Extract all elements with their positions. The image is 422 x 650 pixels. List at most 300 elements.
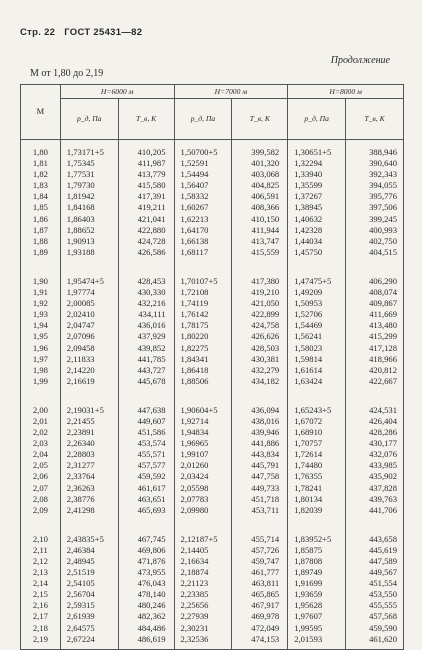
mach-value: 2,16 bbox=[21, 600, 61, 611]
temperature-7000: 404,825 bbox=[232, 180, 288, 191]
temperature-8000: 443,658 bbox=[346, 534, 404, 545]
temperature-7000: 459,747 bbox=[232, 556, 288, 567]
pressure-7000: 1,54494 bbox=[174, 169, 232, 180]
pressure-7000: 2,32536 bbox=[174, 634, 232, 650]
pressure-7000: 1,99107 bbox=[174, 449, 232, 460]
spacer-cell bbox=[232, 258, 288, 276]
mach-value: 1,96 bbox=[21, 343, 61, 354]
group-header-7000: H=7000 м bbox=[174, 85, 288, 99]
mach-value: 1,86 bbox=[21, 214, 61, 225]
pressure-7000: 2,07783 bbox=[174, 494, 232, 505]
spacer-cell bbox=[118, 516, 174, 534]
pressure-8000: 1,67072 bbox=[288, 416, 346, 427]
temperature-6000: 437,929 bbox=[118, 331, 174, 342]
temperature-7000: 463,811 bbox=[232, 578, 288, 589]
standard-code: ГОСТ 25431—82 bbox=[64, 27, 143, 38]
pressure-6000: 2,64575 bbox=[60, 623, 118, 634]
table-row bbox=[21, 320, 404, 331]
mach-value: 1,97 bbox=[21, 354, 61, 365]
pressure-6000: 2,59315 bbox=[60, 600, 118, 611]
temperature-6000: 422,880 bbox=[118, 225, 174, 236]
temperature-8000: 433,985 bbox=[346, 460, 404, 471]
mach-value: 2,00 bbox=[21, 405, 61, 416]
pressure-6000: 2,00085 bbox=[60, 298, 118, 309]
pressure-8000: 1,76355 bbox=[288, 471, 346, 482]
pressure-8000: 1,70757 bbox=[288, 438, 346, 449]
pressure-8000: 1,37267 bbox=[288, 191, 346, 202]
pressure-6000: 2,23891 bbox=[60, 427, 118, 438]
temperature-8000: 409,867 bbox=[346, 298, 404, 309]
temperature-8000: 415,299 bbox=[346, 331, 404, 342]
temperature-6000: 447,638 bbox=[118, 405, 174, 416]
temperature-7000: 447,758 bbox=[232, 471, 288, 482]
spacer-cell bbox=[288, 387, 346, 405]
pressure-6000: 2,09458 bbox=[60, 343, 118, 354]
table-row bbox=[21, 589, 404, 600]
pressure-6000: 1,75345 bbox=[60, 158, 118, 169]
spacer-cell bbox=[288, 516, 346, 534]
temperature-7000: 415,559 bbox=[232, 247, 288, 258]
pressure-8000: 1,38945 bbox=[288, 202, 346, 213]
temperature-7000: 441,886 bbox=[232, 438, 288, 449]
temperature-6000: 469,806 bbox=[118, 545, 174, 556]
group-header-6000: H=6000 м bbox=[60, 85, 174, 99]
temperature-6000: 457,577 bbox=[118, 460, 174, 471]
pressure-7000: 1,80220 bbox=[174, 331, 232, 342]
pressure-7000: 1,76142 bbox=[174, 309, 232, 320]
pressure-8000: 1,45750 bbox=[288, 247, 346, 258]
pressure-8000: 1,33940 bbox=[288, 169, 346, 180]
pressure-6000: 1,86403 bbox=[60, 214, 118, 225]
table-row bbox=[21, 247, 404, 258]
temperature-6000: 434,111 bbox=[118, 309, 174, 320]
temperature-8000: 453,550 bbox=[346, 589, 404, 600]
pressure-6000: 1,97774 bbox=[60, 287, 118, 298]
temperature-6000: 451,586 bbox=[118, 427, 174, 438]
pressure-8000: 1,74480 bbox=[288, 460, 346, 471]
mach-value: 2,19 bbox=[21, 634, 61, 650]
pressure-7000: 2,12187+5 bbox=[174, 534, 232, 545]
pressure-6000: 1,73171+5 bbox=[60, 147, 118, 158]
pressure-7000: 2,18874 bbox=[174, 567, 232, 578]
pressure-7000: 1,50700+5 bbox=[174, 147, 232, 158]
pressure-8000: 1,52706 bbox=[288, 309, 346, 320]
pressure-8000: 1,44034 bbox=[288, 236, 346, 247]
table-row bbox=[21, 180, 404, 191]
pressure-6000: 2,67224 bbox=[60, 634, 118, 650]
column-header-temperature: T_в, К bbox=[118, 99, 174, 140]
temperature-7000: 461,777 bbox=[232, 567, 288, 578]
pressure-7000: 2,01260 bbox=[174, 460, 232, 471]
table-row bbox=[21, 236, 404, 247]
pressure-7000: 1,78175 bbox=[174, 320, 232, 331]
table-row bbox=[21, 534, 404, 545]
table-row bbox=[21, 438, 404, 449]
pressure-6000: 2,21455 bbox=[60, 416, 118, 427]
pressure-8000: 1,82039 bbox=[288, 505, 346, 516]
temperature-8000: 390,640 bbox=[346, 158, 404, 169]
spacer-cell bbox=[232, 140, 288, 148]
temperature-7000: 439,946 bbox=[232, 427, 288, 438]
pressure-8000: 1,85875 bbox=[288, 545, 346, 556]
spacer-cell bbox=[118, 258, 174, 276]
mach-value: 1,95 bbox=[21, 331, 61, 342]
pressure-8000: 1,42328 bbox=[288, 225, 346, 236]
table-row bbox=[21, 343, 404, 354]
table-row bbox=[21, 214, 404, 225]
table-row bbox=[21, 483, 404, 494]
temperature-6000: 426,586 bbox=[118, 247, 174, 258]
temperature-6000: 461,617 bbox=[118, 483, 174, 494]
table-row bbox=[21, 545, 404, 556]
pressure-8000: 1,72614 bbox=[288, 449, 346, 460]
temperature-8000: 408,074 bbox=[346, 287, 404, 298]
spacer-cell bbox=[118, 387, 174, 405]
mach-value: 2,11 bbox=[21, 545, 61, 556]
pressure-7000: 1,88506 bbox=[174, 376, 232, 387]
pressure-6000: 2,07096 bbox=[60, 331, 118, 342]
pressure-7000: 1,72108 bbox=[174, 287, 232, 298]
temperature-7000: 436,094 bbox=[232, 405, 288, 416]
temperature-7000: 417,380 bbox=[232, 276, 288, 287]
temperature-7000: 406,591 bbox=[232, 191, 288, 202]
mach-value: 2,01 bbox=[21, 416, 61, 427]
pressure-7000: 1,58332 bbox=[174, 191, 232, 202]
temperature-6000: 424,728 bbox=[118, 236, 174, 247]
spacer-cell bbox=[21, 516, 61, 534]
mach-value: 1,83 bbox=[21, 180, 61, 191]
temperature-8000: 399,245 bbox=[346, 214, 404, 225]
pressure-6000: 2,38776 bbox=[60, 494, 118, 505]
mach-value: 1,87 bbox=[21, 225, 61, 236]
pressure-6000: 1,79730 bbox=[60, 180, 118, 191]
pressure-7000: 1,84341 bbox=[174, 354, 232, 365]
block-spacer bbox=[21, 516, 404, 534]
temperature-8000: 432,076 bbox=[346, 449, 404, 460]
pressure-8000: 1,95628 bbox=[288, 600, 346, 611]
pressure-7000: 2,14405 bbox=[174, 545, 232, 556]
table-row bbox=[21, 376, 404, 387]
table-row bbox=[21, 611, 404, 622]
temperature-8000: 406,290 bbox=[346, 276, 404, 287]
temperature-6000: 459,592 bbox=[118, 471, 174, 482]
table-row bbox=[21, 158, 404, 169]
pressure-6000: 1,84168 bbox=[60, 202, 118, 213]
mach-value: 1,91 bbox=[21, 287, 61, 298]
temperature-7000: 432,279 bbox=[232, 365, 288, 376]
table-row bbox=[21, 147, 404, 158]
temperature-7000: 474,153 bbox=[232, 634, 288, 650]
temperature-6000: 455,571 bbox=[118, 449, 174, 460]
temperature-8000: 426,404 bbox=[346, 416, 404, 427]
mach-value: 1,89 bbox=[21, 247, 61, 258]
mach-value: 2,09 bbox=[21, 505, 61, 516]
mach-value: 1,99 bbox=[21, 376, 61, 387]
pressure-6000: 2,26340 bbox=[60, 438, 118, 449]
temperature-6000: 484,486 bbox=[118, 623, 174, 634]
spacer-cell bbox=[60, 140, 118, 148]
spacer-cell bbox=[288, 140, 346, 148]
temperature-7000: 428,503 bbox=[232, 343, 288, 354]
temperature-6000: 417,391 bbox=[118, 191, 174, 202]
page-header bbox=[20, 27, 148, 38]
temperature-8000: 435,902 bbox=[346, 471, 404, 482]
pressure-8000: 1,49209 bbox=[288, 287, 346, 298]
table-row bbox=[21, 416, 404, 427]
pressure-7000: 1,52591 bbox=[174, 158, 232, 169]
temperature-8000: 392,343 bbox=[346, 169, 404, 180]
pressure-6000: 2,61939 bbox=[60, 611, 118, 622]
temperature-7000: 424,758 bbox=[232, 320, 288, 331]
temperature-7000: 451,718 bbox=[232, 494, 288, 505]
temperature-6000: 415,580 bbox=[118, 180, 174, 191]
pressure-8000: 1,97607 bbox=[288, 611, 346, 622]
temperature-8000: 400,993 bbox=[346, 225, 404, 236]
pressure-6000: 2,28803 bbox=[60, 449, 118, 460]
mach-value: 1,80 bbox=[21, 147, 61, 158]
pressure-8000: 1,54469 bbox=[288, 320, 346, 331]
temperature-7000: 421,050 bbox=[232, 298, 288, 309]
mach-value: 2,13 bbox=[21, 567, 61, 578]
temperature-8000: 411,669 bbox=[346, 309, 404, 320]
pressure-7000: 1,56407 bbox=[174, 180, 232, 191]
column-header-temperature: T_в, К bbox=[232, 99, 288, 140]
pressure-8000: 1,78241 bbox=[288, 483, 346, 494]
table-row bbox=[21, 354, 404, 365]
table-row bbox=[21, 405, 404, 416]
pressure-8000: 1,56241 bbox=[288, 331, 346, 342]
temperature-7000: 455,714 bbox=[232, 534, 288, 545]
pressure-6000: 2,36263 bbox=[60, 483, 118, 494]
pressure-6000: 1,77531 bbox=[60, 169, 118, 180]
temperature-6000: 430,330 bbox=[118, 287, 174, 298]
table-row bbox=[21, 427, 404, 438]
pressure-6000: 2,46384 bbox=[60, 545, 118, 556]
temperature-8000: 418,966 bbox=[346, 354, 404, 365]
temperature-7000: 438,016 bbox=[232, 416, 288, 427]
column-header-temperature: T_в, К bbox=[346, 99, 404, 140]
temperature-6000: 419,211 bbox=[118, 202, 174, 213]
pressure-6000: 2,51519 bbox=[60, 567, 118, 578]
pressure-7000: 2,30231 bbox=[174, 623, 232, 634]
pressure-8000: 1,68910 bbox=[288, 427, 346, 438]
pressure-6000: 2,54105 bbox=[60, 578, 118, 589]
pressure-7000: 1,86418 bbox=[174, 365, 232, 376]
pressure-7000: 2,03424 bbox=[174, 471, 232, 482]
temperature-8000: 437,828 bbox=[346, 483, 404, 494]
pressure-8000: 1,65243+5 bbox=[288, 405, 346, 416]
temperature-8000: 447,589 bbox=[346, 556, 404, 567]
temperature-8000: 445,619 bbox=[346, 545, 404, 556]
mach-value: 1,82 bbox=[21, 169, 61, 180]
temperature-6000: 478,140 bbox=[118, 589, 174, 600]
pressure-8000: 2,01593 bbox=[288, 634, 346, 650]
temperature-7000: 434,182 bbox=[232, 376, 288, 387]
group-header-8000: H=8000 м bbox=[288, 85, 404, 99]
pressure-8000: 1,32294 bbox=[288, 158, 346, 169]
pressure-8000: 1,50953 bbox=[288, 298, 346, 309]
temperature-8000: 395,776 bbox=[346, 191, 404, 202]
temperature-7000: 457,726 bbox=[232, 545, 288, 556]
temperature-8000: 461,620 bbox=[346, 634, 404, 650]
temperature-6000: 428,453 bbox=[118, 276, 174, 287]
pressure-6000: 1,95474+5 bbox=[60, 276, 118, 287]
temperature-8000: 449,567 bbox=[346, 567, 404, 578]
table-row bbox=[21, 471, 404, 482]
temperature-8000: 457,568 bbox=[346, 611, 404, 622]
table-row bbox=[21, 202, 404, 213]
pressure-6000: 2,02410 bbox=[60, 309, 118, 320]
mach-value: 2,15 bbox=[21, 589, 61, 600]
table-row bbox=[21, 191, 404, 202]
mach-value: 2,06 bbox=[21, 471, 61, 482]
continuation-label: Продолжение bbox=[330, 55, 390, 66]
temperature-6000: 411,987 bbox=[118, 158, 174, 169]
atmosphere-table bbox=[20, 84, 404, 650]
table-row bbox=[21, 309, 404, 320]
temperature-7000: 403,068 bbox=[232, 169, 288, 180]
column-header-pressure: p_д, Па bbox=[60, 99, 118, 140]
table-row bbox=[21, 276, 404, 287]
table-row bbox=[21, 225, 404, 236]
pressure-7000: 2,21123 bbox=[174, 578, 232, 589]
pressure-7000: 1,94834 bbox=[174, 427, 232, 438]
temperature-6000: 476,043 bbox=[118, 578, 174, 589]
temperature-6000: 453,574 bbox=[118, 438, 174, 449]
mach-value: 2,10 bbox=[21, 534, 61, 545]
pressure-8000: 1,59814 bbox=[288, 354, 346, 365]
temperature-6000: 467,745 bbox=[118, 534, 174, 545]
spacer-cell bbox=[346, 258, 404, 276]
temperature-7000: 426,626 bbox=[232, 331, 288, 342]
mach-value: 1,88 bbox=[21, 236, 61, 247]
temperature-7000: 410,150 bbox=[232, 214, 288, 225]
spacer-cell bbox=[174, 387, 232, 405]
temperature-8000: 422,667 bbox=[346, 376, 404, 387]
temperature-6000: 471,876 bbox=[118, 556, 174, 567]
mach-value: 2,04 bbox=[21, 449, 61, 460]
mach-value: 2,02 bbox=[21, 427, 61, 438]
table-row bbox=[21, 505, 404, 516]
mach-value: 2,18 bbox=[21, 623, 61, 634]
pressure-7000: 2,25656 bbox=[174, 600, 232, 611]
temperature-6000: 486,619 bbox=[118, 634, 174, 650]
pressure-7000: 2,16634 bbox=[174, 556, 232, 567]
temperature-6000: 449,607 bbox=[118, 416, 174, 427]
temperature-7000: 449,733 bbox=[232, 483, 288, 494]
mach-value: 1,84 bbox=[21, 191, 61, 202]
temperature-6000: 410,205 bbox=[118, 147, 174, 158]
table-row bbox=[21, 365, 404, 376]
mach-value: 2,05 bbox=[21, 460, 61, 471]
pressure-6000: 2,48945 bbox=[60, 556, 118, 567]
spacer-cell bbox=[232, 516, 288, 534]
pressure-6000: 1,88652 bbox=[60, 225, 118, 236]
temperature-8000: 397,506 bbox=[346, 202, 404, 213]
mach-value: 2,14 bbox=[21, 578, 61, 589]
spacer-cell bbox=[174, 516, 232, 534]
column-header-pressure: p_д, Па bbox=[174, 99, 232, 140]
temperature-8000: 441,706 bbox=[346, 505, 404, 516]
temperature-6000: 436,016 bbox=[118, 320, 174, 331]
temperature-6000: 432,216 bbox=[118, 298, 174, 309]
temperature-8000: 455,555 bbox=[346, 600, 404, 611]
temperature-7000: 465,865 bbox=[232, 589, 288, 600]
temperature-7000: 399,582 bbox=[232, 147, 288, 158]
table-row bbox=[21, 494, 404, 505]
mach-value: 1,90 bbox=[21, 276, 61, 287]
pressure-8000: 1,91699 bbox=[288, 578, 346, 589]
temperature-6000: 473,955 bbox=[118, 567, 174, 578]
spacer-cell bbox=[346, 140, 404, 148]
pressure-8000: 1,58023 bbox=[288, 343, 346, 354]
spacer-cell bbox=[288, 258, 346, 276]
pressure-7000: 1,64170 bbox=[174, 225, 232, 236]
pressure-6000: 2,19031+5 bbox=[60, 405, 118, 416]
spacer-cell bbox=[60, 258, 118, 276]
mach-value: 1,93 bbox=[21, 309, 61, 320]
temperature-7000: 411,944 bbox=[232, 225, 288, 236]
pressure-6000: 2,04747 bbox=[60, 320, 118, 331]
pressure-8000: 1,40632 bbox=[288, 214, 346, 225]
temperature-6000: 443,727 bbox=[118, 365, 174, 376]
pressure-8000: 1,63424 bbox=[288, 376, 346, 387]
mach-value: 1,81 bbox=[21, 158, 61, 169]
pressure-7000: 1,60267 bbox=[174, 202, 232, 213]
pressure-7000: 2,23385 bbox=[174, 589, 232, 600]
mach-value: 2,07 bbox=[21, 483, 61, 494]
temperature-8000: 430,177 bbox=[346, 438, 404, 449]
pressure-7000: 2,27939 bbox=[174, 611, 232, 622]
spacer-cell bbox=[60, 387, 118, 405]
temperature-7000: 469,978 bbox=[232, 611, 288, 622]
temperature-6000: 482,362 bbox=[118, 611, 174, 622]
column-header-m: M bbox=[21, 85, 61, 140]
pressure-6000: 2,33764 bbox=[60, 471, 118, 482]
pressure-8000: 1,89749 bbox=[288, 567, 346, 578]
temperature-7000: 445,791 bbox=[232, 460, 288, 471]
table-row bbox=[21, 578, 404, 589]
table-row bbox=[21, 169, 404, 180]
temperature-7000: 472,049 bbox=[232, 623, 288, 634]
temperature-6000: 465,693 bbox=[118, 505, 174, 516]
temperature-7000: 443,834 bbox=[232, 449, 288, 460]
temperature-8000: 413,480 bbox=[346, 320, 404, 331]
range-caption: M от 1,80 до 2,19 bbox=[30, 68, 104, 79]
temperature-7000: 419,210 bbox=[232, 287, 288, 298]
block-spacer bbox=[21, 258, 404, 276]
pressure-8000: 1,47475+5 bbox=[288, 276, 346, 287]
mach-value: 2,17 bbox=[21, 611, 61, 622]
spacer-cell bbox=[174, 258, 232, 276]
table-row bbox=[21, 567, 404, 578]
spacer-cell bbox=[346, 516, 404, 534]
temperature-7000: 413,747 bbox=[232, 236, 288, 247]
pressure-7000: 1,92714 bbox=[174, 416, 232, 427]
pressure-8000: 1,30651+5 bbox=[288, 147, 346, 158]
temperature-7000: 453,711 bbox=[232, 505, 288, 516]
table-row bbox=[21, 623, 404, 634]
pressure-7000: 2,09980 bbox=[174, 505, 232, 516]
spacer-cell bbox=[118, 140, 174, 148]
temperature-7000: 467,917 bbox=[232, 600, 288, 611]
spacer-cell bbox=[232, 387, 288, 405]
temperature-6000: 480,246 bbox=[118, 600, 174, 611]
temperature-7000: 401,320 bbox=[232, 158, 288, 169]
spacer-cell bbox=[346, 387, 404, 405]
temperature-7000: 430,381 bbox=[232, 354, 288, 365]
temperature-8000: 420,812 bbox=[346, 365, 404, 376]
